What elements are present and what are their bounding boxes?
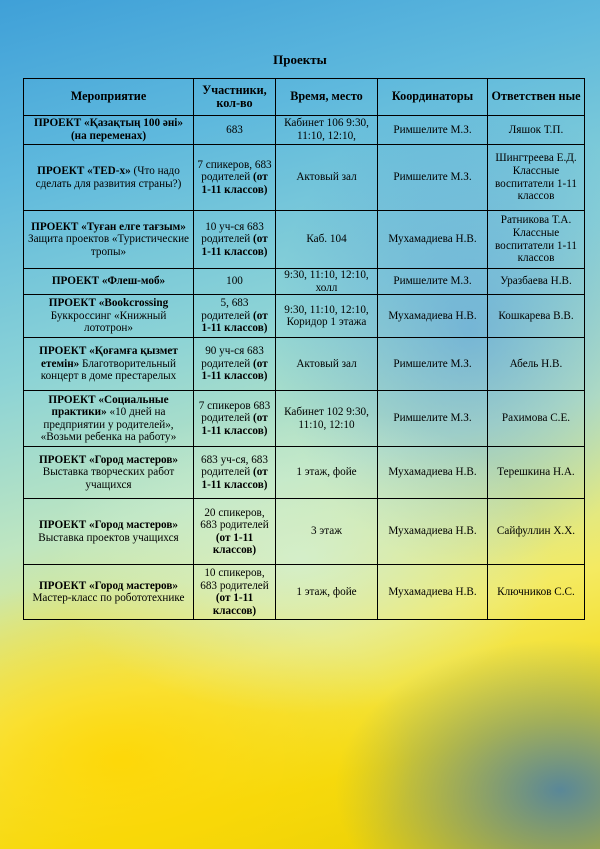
participants-classes: (от 1-11 классов): [201, 233, 268, 258]
event-cell: [24, 269, 194, 295]
event-title: ПРОЕКТ «Bookcrossing: [48, 297, 169, 310]
event-title: ПРОЕКТ «Социальные практики»: [48, 393, 169, 419]
header-coordinators: Координаторы: [378, 79, 488, 116]
participants-cell: [194, 145, 276, 211]
coordinator-cell: Римшелите М.З.: [378, 269, 488, 295]
time-place-cell: 1 этаж, фойе: [276, 447, 378, 499]
table-row: [24, 116, 585, 145]
table-row: [24, 391, 585, 447]
responsible-cell: Ключников С.С.: [488, 565, 585, 620]
event-description: Выставка творческих работ учащихся: [42, 466, 175, 491]
participants-classes: (от 1-11 классов): [201, 309, 268, 335]
participants-classes: (от 1-11 классов): [201, 171, 268, 196]
table-row: [24, 269, 585, 295]
page-title: Проекты: [273, 52, 327, 67]
event-title: ПРОЕКТ «TED-x»: [37, 164, 131, 177]
coordinator-cell: Мухамадиева Н.В.: [378, 499, 488, 565]
table-row: [24, 295, 585, 338]
participants-count: 683: [226, 123, 243, 136]
participants-cell: [194, 211, 276, 269]
coordinator-cell: Мухамадиева Н.В.: [378, 447, 488, 499]
event-cell: [24, 116, 194, 145]
header-participants: Участники, кол-во: [194, 79, 276, 116]
event-title: ПРОЕКТ «Город мастеров»: [38, 579, 178, 592]
coordinator-cell: Мухамадиева Н.В.: [378, 211, 488, 269]
participants-count: 100: [226, 275, 243, 288]
table-row: [24, 499, 585, 565]
time-place-cell: Актовый зал: [276, 145, 378, 211]
responsible-cell: Кошкарева В.В.: [488, 295, 585, 338]
responsible-cell: Сайфуллин Х.Х.: [488, 499, 585, 565]
participants-count: 20 спикеров, 683 родителей: [200, 506, 269, 532]
time-place-cell: 3 этаж: [276, 499, 378, 565]
event-cell: [24, 447, 194, 499]
participants-cell: [194, 116, 276, 145]
time-place-cell: Актовый зал: [276, 338, 378, 391]
event-cell: [24, 145, 194, 211]
participants-classes: (от 1-11 классов): [201, 357, 268, 383]
table-row: [24, 338, 585, 391]
coordinator-cell: Римшелите М.З.: [378, 338, 488, 391]
participants-count: 90 уч-ся 683 родителей: [201, 345, 264, 370]
coordinator-cell: Мухамадиева Н.В.: [378, 295, 488, 338]
participants-cell: [194, 391, 276, 447]
event-description: Мастер-класс по робототехнике: [32, 592, 185, 605]
participants-count: 7 спикеров, 683 родителей: [197, 158, 272, 184]
participants-classes: (от 1-11 классов): [212, 531, 257, 557]
coordinator-cell: Римшелите М.З.: [378, 116, 488, 145]
event-cell: [24, 338, 194, 391]
event-description: «10 дней на предприятии у родителей», «Возьми ребенка на работу»: [40, 406, 177, 444]
responsible-cell: Рахимова С.Е.: [488, 391, 585, 447]
table-row: [24, 145, 585, 211]
event-title: ПРОЕКТ «Қазақтың 100 әні» (на переменах): [33, 117, 183, 142]
responsible-cell: Ратникова Т.А. Классные воспитатели 1-11 классов: [488, 211, 585, 269]
coordinator-cell: Римшелите М.З.: [378, 391, 488, 447]
event-description: Выставка проектов учащихся: [38, 531, 179, 544]
event-title: ПРОЕКТ «Флеш-моб»: [51, 275, 166, 288]
participants-classes: (от 1-11 классов): [212, 592, 257, 617]
participants-cell: [194, 565, 276, 620]
time-place-cell: 1 этаж, фойе: [276, 565, 378, 620]
header-responsible: Ответствен ные: [488, 79, 585, 116]
coordinator-cell: Римшелите М.З.: [378, 145, 488, 211]
time-place-cell: Кабинет 106 9:30, 11:10, 12:10,: [276, 116, 378, 145]
time-place-cell: 9:30, 11:10, 12:10, холл: [276, 269, 378, 295]
table-row: [24, 565, 585, 620]
header-time-place: Время, место: [276, 79, 378, 116]
participants-cell: [194, 295, 276, 338]
event-cell: [24, 391, 194, 447]
participants-cell: [194, 269, 276, 295]
header-event: Мероприятие: [24, 79, 194, 116]
coordinator-cell: Мухамадиева Н.В.: [378, 565, 488, 620]
event-cell: [24, 211, 194, 269]
event-description: Благотворительный концерт в доме престарелых: [40, 357, 177, 383]
participants-count: 5, 683 родителей: [201, 297, 251, 322]
participants-count: 10 спикеров, 683 родителей: [200, 567, 269, 592]
event-cell: [24, 499, 194, 565]
event-cell: [24, 565, 194, 620]
event-description: (Что надо сделать для развития страны?): [35, 164, 182, 190]
event-title: ПРОЕКТ «Город мастеров»: [38, 519, 178, 532]
table-row: [24, 211, 585, 269]
participants-count: 7 спикеров 683 родителей: [198, 399, 271, 425]
responsible-cell: Терешкина Н.А.: [488, 447, 585, 499]
event-title: ПРОЕКТ «Город мастеров»: [38, 453, 178, 466]
event-cell: [24, 295, 194, 338]
participants-classes: (от 1-11 классов): [201, 466, 268, 491]
participants-cell: [194, 499, 276, 565]
responsible-cell: Абель Н.В.: [488, 338, 585, 391]
header-row: [24, 79, 585, 116]
participants-count: 683 уч-ся, 683 родителей: [200, 453, 268, 479]
participants-cell: [194, 447, 276, 499]
time-place-cell: Каб. 104: [276, 211, 378, 269]
time-place-cell: Кабинет 102 9:30, 11:10, 12:10: [276, 391, 378, 447]
event-title: ПРОЕКТ «Қоғамға қызмет етемін»: [39, 345, 178, 370]
event-description: Буккроссинг «Книжный лототрон»: [50, 309, 167, 335]
participants-cell: [194, 338, 276, 391]
responsible-cell: Уразбаева Н.В.: [488, 269, 585, 295]
event-description: Защита проектов «Туристические тропы»: [27, 233, 190, 258]
participants-classes: (от 1-11 классов): [201, 412, 268, 437]
projects-table: [23, 78, 585, 620]
event-title: ПРОЕКТ «Туған елге тағзым»: [31, 220, 186, 233]
responsible-cell: Шингтреева Е.Д. Классные воспитатели 1-11 классов: [488, 145, 585, 211]
responsible-cell: Ляшок Т.П.: [488, 116, 585, 145]
participants-count: 10 уч-ся 683 родителей: [201, 220, 264, 246]
table-row: [24, 447, 585, 499]
time-place-cell: 9:30, 11:10, 12:10, Коридор 1 этажа: [276, 295, 378, 338]
